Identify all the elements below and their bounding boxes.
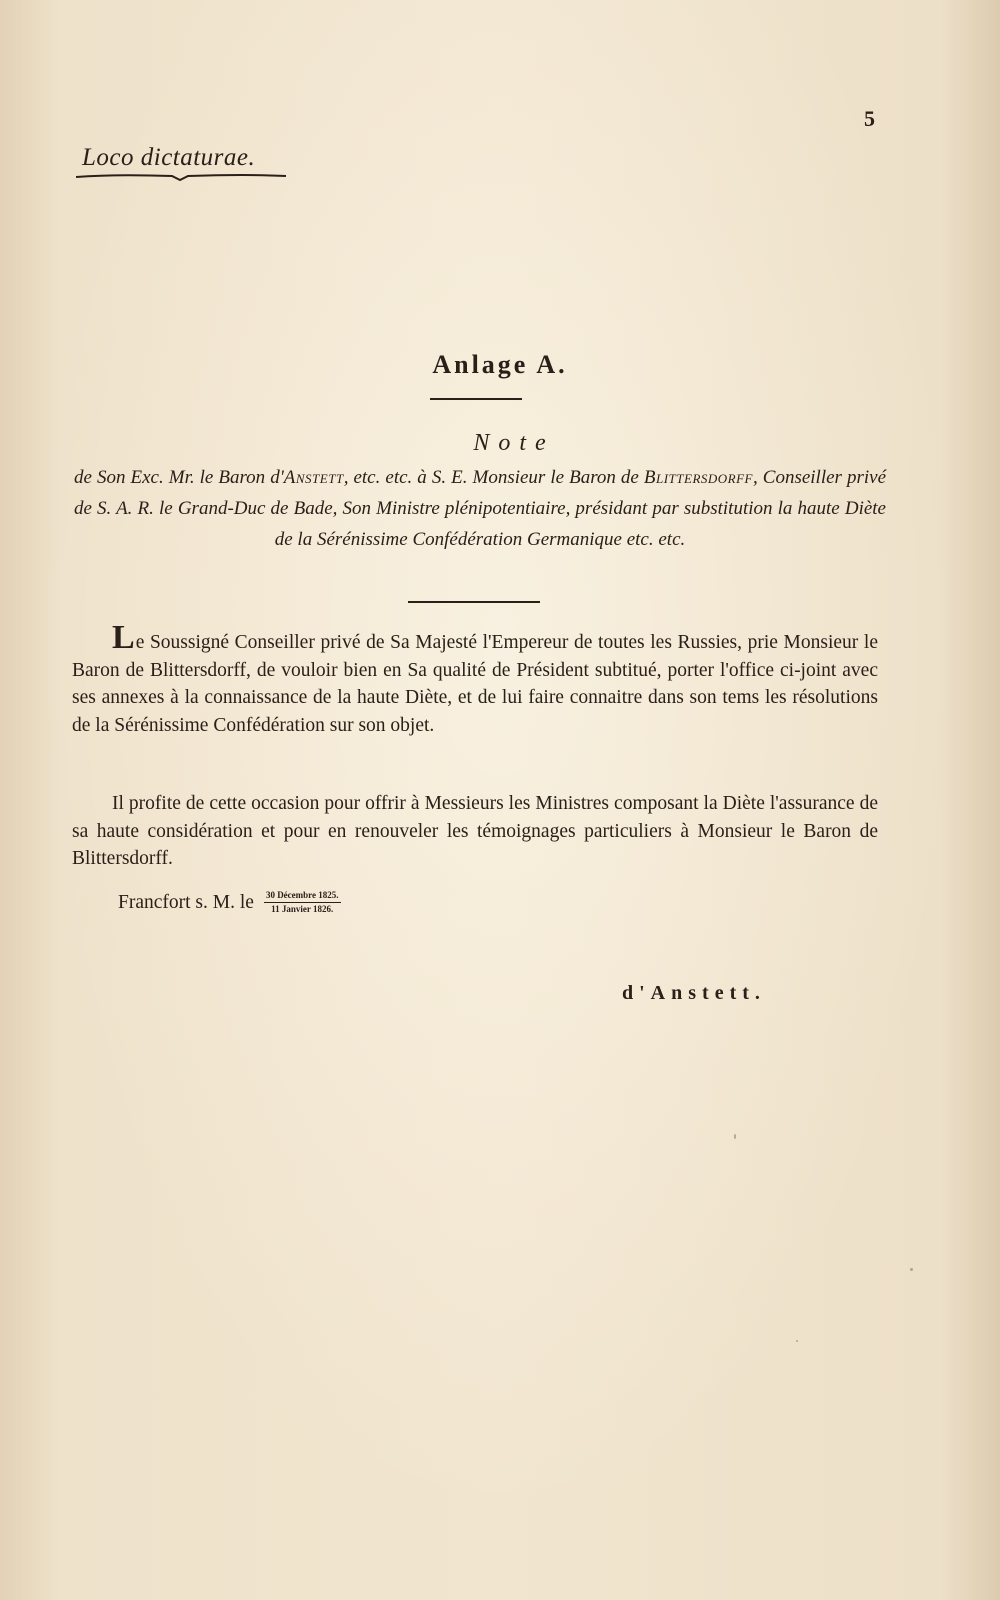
body-paragraph-2: Il profite de cette occasion pour offrir à Messieurs les Ministres composant la Diète l'assurance de sa haute considération et pour en renouveler les témoignages particuliers à Monsieur le Baron de Blittersdorff.	[72, 793, 878, 869]
signature: d'Anstett.	[622, 982, 766, 1004]
note-address	[74, 462, 886, 555]
divider-rule	[430, 398, 522, 400]
place-date-line	[118, 890, 341, 915]
date-gregorian: 11 Janvier 1826.	[271, 904, 334, 914]
date-julian: 30 Décembre 1825.	[264, 890, 341, 903]
address-name-blittersdorff: Blittersdorff	[643, 467, 753, 488]
address-part2: , etc. etc. à S. E. Monsieur le Baron de	[343, 467, 644, 488]
address-part3: , Conseiller privé de S. A. R. le Grand-Duc de Bade, Son Ministre plénipotentiaire, présidant par substitution la haute Diète de la Sérénissime Confédération Germanique etc. etc.	[74, 467, 887, 550]
body-paragraph-1	[72, 619, 878, 739]
paragraph-1-text: e Soussigné Conseiller privé de Sa Majesté l'Empereur de toutes les Russies, prie Monsieur le Baron de Blittersdorff, de vouloir bien en Sa qualité de Président subtitué, porter l'office ci-joint avec ses annexes à la connaissance de la haute Diète, et de lui faire connaitre dans son tems les résolutions de la Sérénissime Confédération sur son objet.	[72, 632, 878, 736]
divider-rule	[408, 601, 540, 603]
decorative-rule	[76, 172, 286, 182]
paper-speck	[734, 1134, 736, 1139]
drop-cap: L	[112, 619, 135, 656]
paper-speck	[910, 1268, 913, 1271]
loco-dictaturae-header: Loco dictaturae.	[82, 144, 256, 171]
paper-speck	[796, 1340, 798, 1342]
address-part1: de Son Exc. Mr. le Baron d'	[74, 467, 284, 488]
place-text: Francfort s. M. le	[118, 891, 254, 913]
anlage-title: Anlage A.	[432, 350, 568, 379]
bleed-through-line	[90, 292, 95, 313]
note-title: Note	[473, 430, 555, 456]
date-fraction	[264, 890, 341, 915]
address-name-anstett: Anstett	[283, 467, 344, 488]
page-number: 5	[864, 106, 875, 131]
